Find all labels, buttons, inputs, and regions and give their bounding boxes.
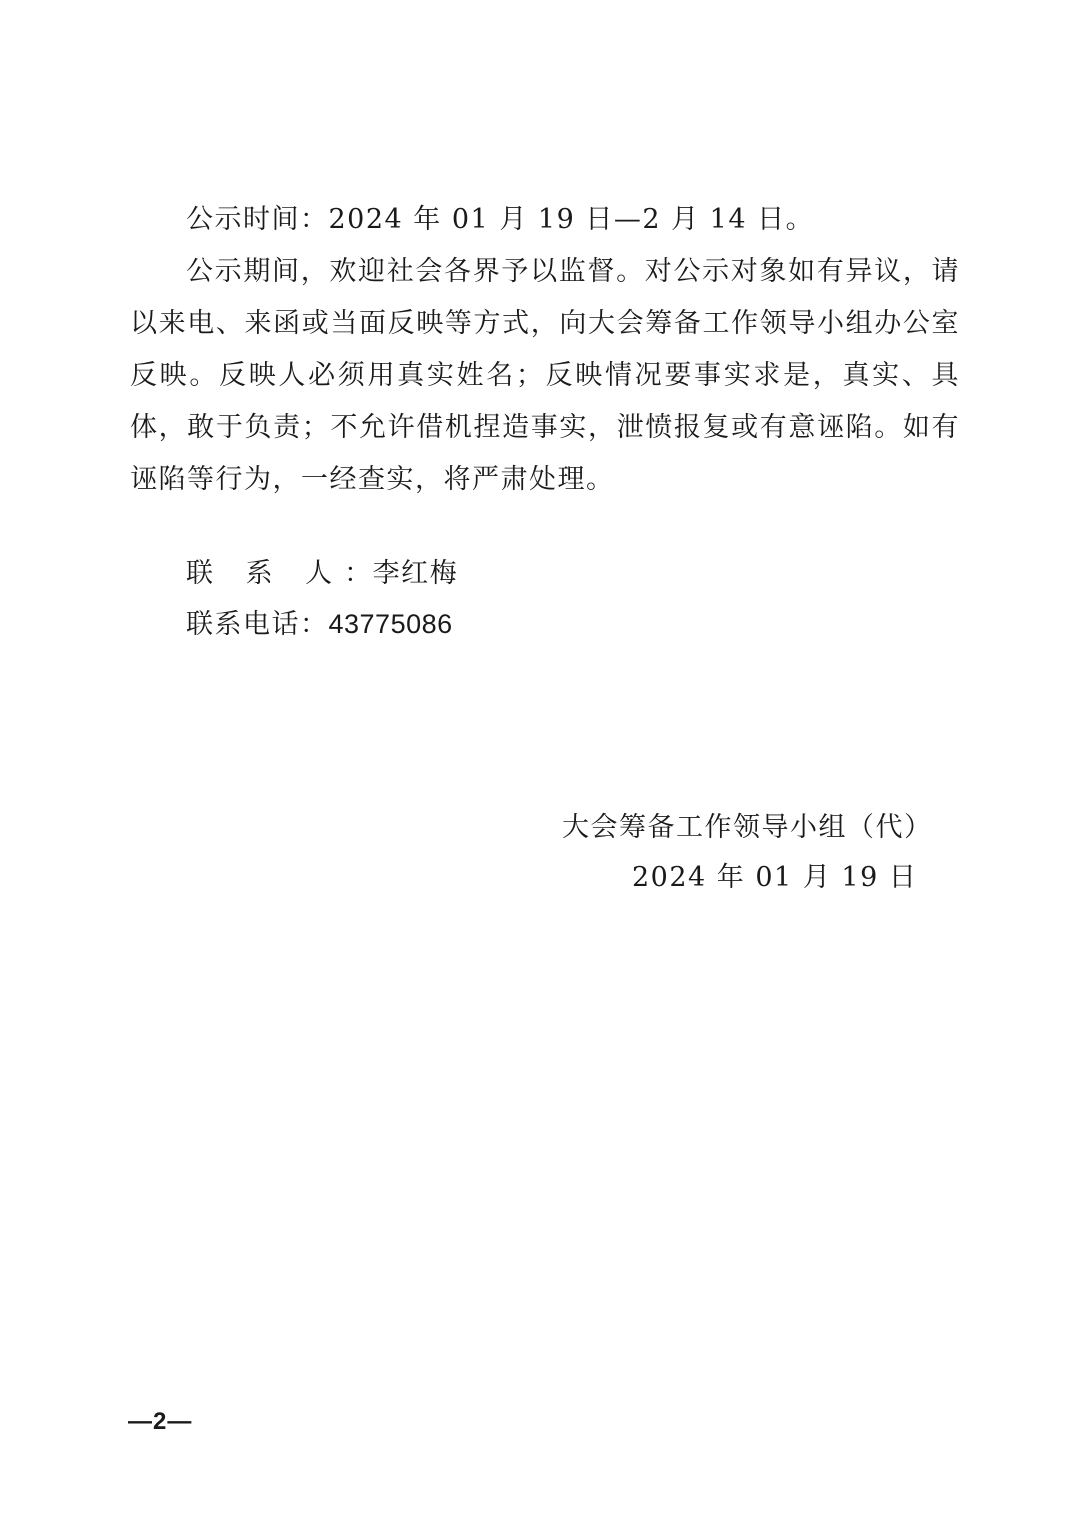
- notice-period-text: 公示时间：2024 年 01 月 19 日—2 月 14 日。: [186, 204, 815, 235]
- contact-person-label: 联 系 人: [186, 558, 345, 589]
- signature-organization: 大会筹备工作领导小组（代）: [562, 812, 933, 843]
- contact-person-separator: ：: [344, 558, 373, 589]
- contact-person-name: 李红梅: [372, 558, 459, 589]
- contact-person-line: [186, 548, 458, 600]
- contact-phone-label: 联系电话: [186, 609, 300, 640]
- signature-date: 2024 年 01 月 19 日: [632, 862, 918, 893]
- contact-phone-number: 43775086: [328, 609, 453, 639]
- page-number: —2—: [128, 1408, 193, 1435]
- supervision-paragraph: 公示期间，欢迎社会各界予以监督。对公示对象如有异议，请以来电、来函或当面反映等方式，向大会筹备工作领导小组办公室反映。反映人必须用真实姓名；反映情况要事实求是，真实、具体，敢于负责；不允许借机捏造事实，泄愤报复或有意诬陷。如有诬陷等行为，一经查实，将严肃处理。: [130, 256, 960, 495]
- contact-phone-separator: ：: [300, 609, 329, 640]
- contact-phone-line: [186, 598, 453, 651]
